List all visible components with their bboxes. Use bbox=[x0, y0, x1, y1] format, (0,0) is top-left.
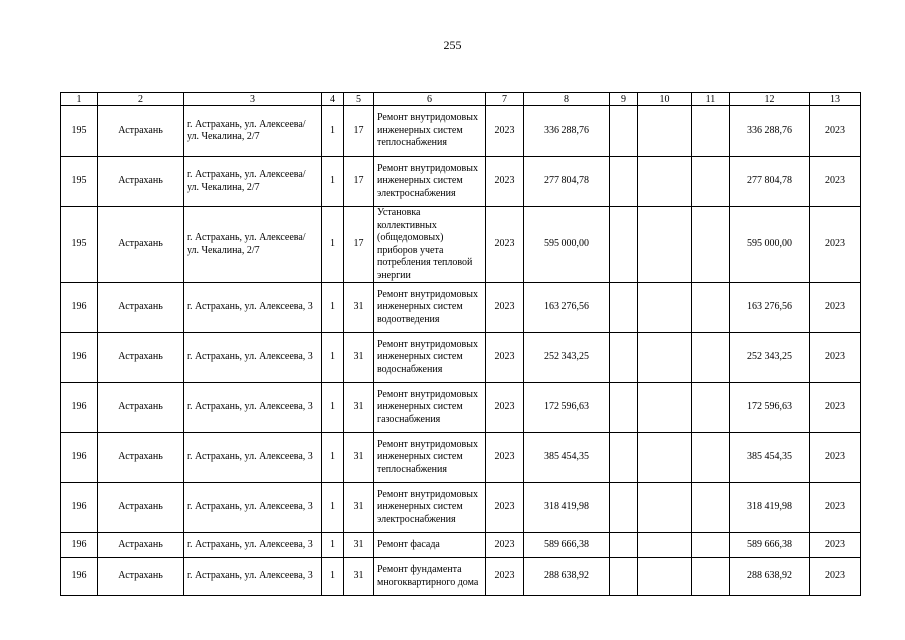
completion-year-cell: 2023 bbox=[810, 157, 861, 207]
year-cell: 2023 bbox=[486, 383, 524, 433]
cost-cell: 252 343,25 bbox=[524, 333, 610, 383]
column-11-cell bbox=[692, 558, 730, 596]
total-cost-cell: 277 804,78 bbox=[730, 157, 810, 207]
column-5-cell: 31 bbox=[344, 483, 374, 533]
table-row bbox=[61, 283, 861, 333]
cost-cell: 163 276,56 bbox=[524, 283, 610, 333]
column-header: 8 bbox=[524, 93, 610, 106]
column-5-cell: 31 bbox=[344, 283, 374, 333]
work-type-cell: Ремонт внутридомовых инженерных систем теплоснабжения bbox=[374, 106, 486, 157]
column-4-cell: 1 bbox=[322, 383, 344, 433]
cost-cell: 385 454,35 bbox=[524, 433, 610, 483]
city-cell: Астрахань bbox=[98, 383, 184, 433]
completion-year-cell: 2023 bbox=[810, 333, 861, 383]
year-cell: 2023 bbox=[486, 433, 524, 483]
column-header: 3 bbox=[184, 93, 322, 106]
address-cell: г. Астрахань, ул. Алексеева, 3 bbox=[184, 433, 322, 483]
column-9-cell bbox=[610, 106, 638, 157]
cost-cell: 277 804,78 bbox=[524, 157, 610, 207]
column-header: 5 bbox=[344, 93, 374, 106]
year-cell: 2023 bbox=[486, 106, 524, 157]
column-9-cell bbox=[610, 333, 638, 383]
city-cell: Астрахань bbox=[98, 283, 184, 333]
column-header: 13 bbox=[810, 93, 861, 106]
column-10-cell bbox=[638, 483, 692, 533]
total-cost-cell: 589 666,38 bbox=[730, 533, 810, 558]
column-4-cell: 1 bbox=[322, 558, 344, 596]
column-11-cell bbox=[692, 483, 730, 533]
city-cell: Астрахань bbox=[98, 207, 184, 283]
city-cell: Астрахань bbox=[98, 333, 184, 383]
cost-cell: 336 288,76 bbox=[524, 106, 610, 157]
completion-year-cell: 2023 bbox=[810, 558, 861, 596]
column-5-cell: 17 bbox=[344, 207, 374, 283]
total-cost-cell: 172 596,63 bbox=[730, 383, 810, 433]
column-header: 7 bbox=[486, 93, 524, 106]
city-cell: Астрахань bbox=[98, 157, 184, 207]
column-10-cell bbox=[638, 383, 692, 433]
cost-cell: 318 419,98 bbox=[524, 483, 610, 533]
cost-cell: 172 596,63 bbox=[524, 383, 610, 433]
table-row bbox=[61, 333, 861, 383]
table-row bbox=[61, 106, 861, 157]
column-header: 4 bbox=[322, 93, 344, 106]
completion-year-cell: 2023 bbox=[810, 533, 861, 558]
column-11-cell bbox=[692, 283, 730, 333]
work-type-cell: Ремонт фасада bbox=[374, 533, 486, 558]
column-4-cell: 1 bbox=[322, 106, 344, 157]
work-type-cell: Ремонт внутридомовых инженерных систем водоснабжения bbox=[374, 333, 486, 383]
column-header: 10 bbox=[638, 93, 692, 106]
total-cost-cell: 252 343,25 bbox=[730, 333, 810, 383]
address-cell: г. Астрахань, ул. Алексеева/ ул. Чекалина, 2/7 bbox=[184, 157, 322, 207]
address-cell: г. Астрахань, ул. Алексеева/ ул. Чекалина, 2/7 bbox=[184, 106, 322, 157]
column-4-cell: 1 bbox=[322, 207, 344, 283]
column-4-cell: 1 bbox=[322, 333, 344, 383]
table-row bbox=[61, 207, 861, 283]
address-cell: г. Астрахань, ул. Алексеева, 3 bbox=[184, 483, 322, 533]
table-body bbox=[61, 93, 861, 596]
column-5-cell: 31 bbox=[344, 333, 374, 383]
work-type-cell: Установка коллективных (общедомовых) приборов учета потребления тепловой энергии bbox=[374, 207, 486, 283]
row-number-cell: 196 bbox=[61, 533, 98, 558]
row-number-cell: 196 bbox=[61, 333, 98, 383]
row-number-cell: 195 bbox=[61, 157, 98, 207]
column-4-cell: 1 bbox=[322, 283, 344, 333]
year-cell: 2023 bbox=[486, 283, 524, 333]
address-cell: г. Астрахань, ул. Алексеева, 3 bbox=[184, 333, 322, 383]
total-cost-cell: 595 000,00 bbox=[730, 207, 810, 283]
column-4-cell: 1 bbox=[322, 483, 344, 533]
table-row bbox=[61, 558, 861, 596]
work-type-cell: Ремонт внутридомовых инженерных систем водоотведения bbox=[374, 283, 486, 333]
register-table bbox=[60, 92, 861, 596]
column-9-cell bbox=[610, 207, 638, 283]
work-type-cell: Ремонт внутридомовых инженерных систем газоснабжения bbox=[374, 383, 486, 433]
completion-year-cell: 2023 bbox=[810, 106, 861, 157]
column-5-cell: 31 bbox=[344, 383, 374, 433]
address-cell: г. Астрахань, ул. Алексеева, 3 bbox=[184, 383, 322, 433]
row-number-cell: 196 bbox=[61, 433, 98, 483]
year-cell: 2023 bbox=[486, 207, 524, 283]
cost-cell: 589 666,38 bbox=[524, 533, 610, 558]
column-9-cell bbox=[610, 383, 638, 433]
work-type-cell: Ремонт фундамента многоквартирного дома bbox=[374, 558, 486, 596]
row-number-cell: 196 bbox=[61, 283, 98, 333]
column-10-cell bbox=[638, 558, 692, 596]
work-type-cell: Ремонт внутридомовых инженерных систем электроснабжения bbox=[374, 157, 486, 207]
page-number: 255 bbox=[443, 38, 462, 52]
column-11-cell bbox=[692, 106, 730, 157]
work-type-cell: Ремонт внутридомовых инженерных систем теплоснабжения bbox=[374, 433, 486, 483]
year-cell: 2023 bbox=[486, 333, 524, 383]
column-10-cell bbox=[638, 433, 692, 483]
total-cost-cell: 318 419,98 bbox=[730, 483, 810, 533]
column-header: 9 bbox=[610, 93, 638, 106]
city-cell: Астрахань bbox=[98, 558, 184, 596]
column-header: 6 bbox=[374, 93, 486, 106]
column-10-cell bbox=[638, 283, 692, 333]
column-11-cell bbox=[692, 333, 730, 383]
total-cost-cell: 385 454,35 bbox=[730, 433, 810, 483]
column-9-cell bbox=[610, 157, 638, 207]
year-cell: 2023 bbox=[486, 157, 524, 207]
city-cell: Астрахань bbox=[98, 483, 184, 533]
column-10-cell bbox=[638, 106, 692, 157]
column-9-cell bbox=[610, 483, 638, 533]
city-cell: Астрахань bbox=[98, 433, 184, 483]
year-cell: 2023 bbox=[486, 483, 524, 533]
cost-cell: 288 638,92 bbox=[524, 558, 610, 596]
address-cell: г. Астрахань, ул. Алексеева/ ул. Чекалина, 2/7 bbox=[184, 207, 322, 283]
column-5-cell: 31 bbox=[344, 533, 374, 558]
address-cell: г. Астрахань, ул. Алексеева, 3 bbox=[184, 558, 322, 596]
column-header: 12 bbox=[730, 93, 810, 106]
header-row bbox=[61, 93, 861, 106]
work-type-cell: Ремонт внутридомовых инженерных систем электроснабжения bbox=[374, 483, 486, 533]
column-10-cell bbox=[638, 157, 692, 207]
row-number-cell: 195 bbox=[61, 207, 98, 283]
completion-year-cell: 2023 bbox=[810, 483, 861, 533]
city-cell: Астрахань bbox=[98, 533, 184, 558]
year-cell: 2023 bbox=[486, 558, 524, 596]
year-cell: 2023 bbox=[486, 533, 524, 558]
column-11-cell bbox=[692, 433, 730, 483]
total-cost-cell: 288 638,92 bbox=[730, 558, 810, 596]
column-4-cell: 1 bbox=[322, 533, 344, 558]
completion-year-cell: 2023 bbox=[810, 207, 861, 283]
column-4-cell: 1 bbox=[322, 433, 344, 483]
column-10-cell bbox=[638, 333, 692, 383]
column-9-cell bbox=[610, 433, 638, 483]
total-cost-cell: 163 276,56 bbox=[730, 283, 810, 333]
column-5-cell: 31 bbox=[344, 558, 374, 596]
column-5-cell: 17 bbox=[344, 106, 374, 157]
column-5-cell: 17 bbox=[344, 157, 374, 207]
city-cell: Астрахань bbox=[98, 106, 184, 157]
column-10-cell bbox=[638, 207, 692, 283]
column-header: 1 bbox=[61, 93, 98, 106]
table-row bbox=[61, 533, 861, 558]
column-11-cell bbox=[692, 157, 730, 207]
column-11-cell bbox=[692, 207, 730, 283]
column-10-cell bbox=[638, 533, 692, 558]
table-row bbox=[61, 383, 861, 433]
completion-year-cell: 2023 bbox=[810, 433, 861, 483]
address-cell: г. Астрахань, ул. Алексеева, 3 bbox=[184, 533, 322, 558]
column-9-cell bbox=[610, 558, 638, 596]
row-number-cell: 196 bbox=[61, 558, 98, 596]
row-number-cell: 195 bbox=[61, 106, 98, 157]
column-header: 2 bbox=[98, 93, 184, 106]
column-9-cell bbox=[610, 283, 638, 333]
row-number-cell: 196 bbox=[61, 383, 98, 433]
column-4-cell: 1 bbox=[322, 157, 344, 207]
completion-year-cell: 2023 bbox=[810, 383, 861, 433]
cost-cell: 595 000,00 bbox=[524, 207, 610, 283]
column-9-cell bbox=[610, 533, 638, 558]
column-5-cell: 31 bbox=[344, 433, 374, 483]
column-header: 11 bbox=[692, 93, 730, 106]
address-cell: г. Астрахань, ул. Алексеева, 3 bbox=[184, 283, 322, 333]
completion-year-cell: 2023 bbox=[810, 283, 861, 333]
table-row bbox=[61, 483, 861, 533]
table-row bbox=[61, 157, 861, 207]
column-11-cell bbox=[692, 383, 730, 433]
total-cost-cell: 336 288,76 bbox=[730, 106, 810, 157]
column-11-cell bbox=[692, 533, 730, 558]
table-row bbox=[61, 433, 861, 483]
row-number-cell: 196 bbox=[61, 483, 98, 533]
